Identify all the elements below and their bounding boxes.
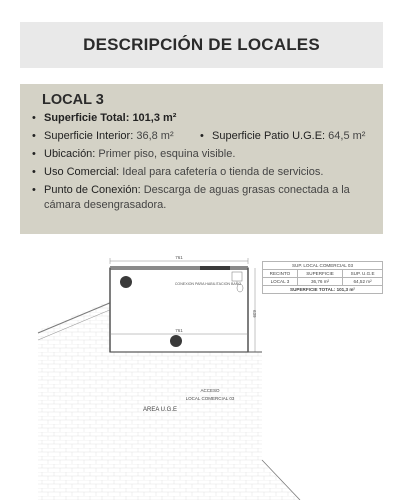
dim-mid-label: 761 (175, 328, 183, 333)
superficie-total-value: 101,3 m² (132, 112, 177, 124)
uso-value: Ideal para cafetería o tienda de servicios. (122, 166, 324, 178)
local-info-panel (20, 84, 383, 234)
surface-table (262, 261, 383, 294)
acceso-label: ACCESO (200, 388, 220, 393)
conexion-note: CONEXION PARA HABILITACION BAÑO (174, 282, 242, 286)
conexion-label: Punto de Conexión: (44, 184, 141, 196)
superficie-interior-label: Superficie Interior: (44, 130, 134, 142)
bullet: • (32, 166, 36, 178)
superficie-row (32, 129, 373, 144)
table-total: SUPERFICIE TOTAL: 101,3 m² (263, 286, 383, 294)
superficie-total-row (32, 111, 373, 126)
uso-label: Uso Comercial: (44, 166, 120, 178)
dim-side-label: 639 (252, 310, 257, 318)
bullet: • (32, 130, 36, 142)
column-circle (170, 335, 182, 347)
column-circle (120, 276, 132, 288)
table-cell: LOCAL 3 (263, 278, 298, 286)
superficie-interior-value: 36,8 m² (136, 130, 174, 142)
uso-row (32, 165, 373, 180)
bullet: • (32, 112, 36, 124)
bullet: • (32, 184, 36, 196)
ubicacion-row (32, 147, 373, 162)
superficie-patio-label: Superficie Patio U.G.E: (212, 130, 326, 142)
table-header: SUPERFICIE (297, 270, 342, 278)
bullet: • (32, 148, 36, 160)
superficie-patio-value: 64,5 m² (328, 130, 366, 142)
table-cell: 64,52 m² (343, 278, 383, 286)
table-title: SUP. LOCAL COMERCIAL 03 (263, 262, 383, 270)
table-header: RECINTO (263, 270, 298, 278)
area-label: AREA U.G.E (142, 407, 178, 413)
bullet: • (200, 130, 204, 142)
superficie-total-label: Superficie Total: (44, 112, 130, 124)
window-dark (200, 266, 230, 270)
page-title: DESCRIPCIÓN DE LOCALES (83, 35, 320, 54)
local-title: LOCAL 3 (42, 92, 104, 108)
dim-top-label: 761 (175, 255, 183, 260)
page-header (20, 22, 383, 68)
table-cell: 36,76 m² (297, 278, 342, 286)
ubicacion-label: Ubicación: (44, 148, 96, 160)
ubicacion-value: Primer piso, esquina visible. (98, 148, 236, 160)
acceso-local-label: LOCAL COMERCIAL 03 (185, 396, 235, 401)
conexion-row (32, 183, 373, 213)
table-header: SUP. U.G.E (343, 270, 383, 278)
conexion-value: Descarga de aguas grasas conectada a la cámara desengrasadora. (44, 184, 350, 211)
